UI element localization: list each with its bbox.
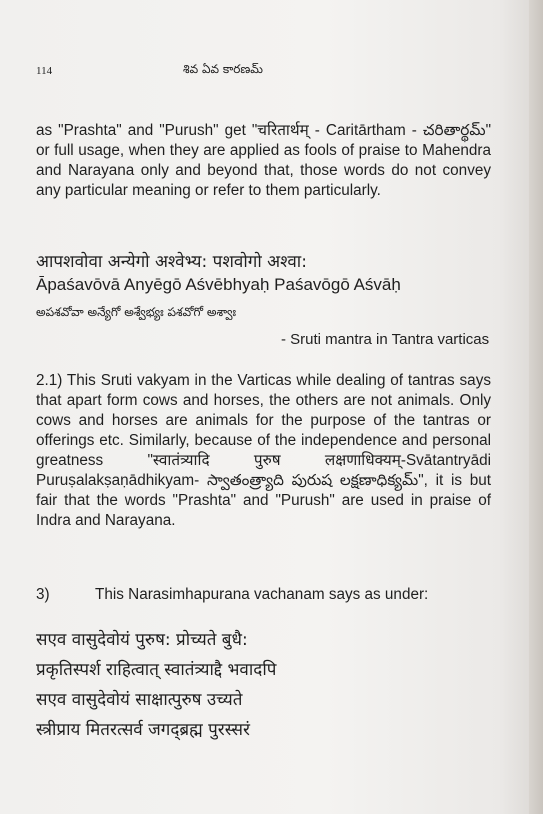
paragraph-2: 2.1) This Sruti vakyam in the Varticas while dealing of tantras says that apart form cows and horses, the others are not animals. Only cows and horses are animals for the purpose of the tantras or offerings etc. Similarly, because of the independence and personal greatness "स्वातंत्र्यादि पुरुष लक्षणाधिक्यम्-Svātantryādi Puruṣalakṣaṇādhikyam- స్వాతంత్ర్యాది పురుష లక్షణాధిక్యమ్", it is but fair that the words "Prashta" and "Purush" are used in praise of Indra and Narayana.	[36, 372, 491, 529]
paragraph-1: as "Prashta" and "Purush" get "चरितार्थम् - Caritārtham - చరితార్థమ్" or full usage, when they are applied as fools of praise to Mahendra and Narayana only and beyond that, those words do not convey any particular meaning or refer to them particularly.	[36, 122, 491, 199]
verse-line-3: सएव वासुदेवोयं साक्षात्पुरुष उच्यते	[36, 690, 243, 710]
verse-line-2: प्रकृतिस्पर्श राहित्वात् स्वातंत्र्याद्दै भवादपि	[36, 660, 277, 680]
page-edge	[529, 0, 543, 814]
mantra-transliteration: Āpaśavōvā Anyēgō Aśvēbhyaḥ Paśavōgō Aśvāḥ	[36, 275, 401, 294]
section-3-number: 3)	[36, 586, 50, 603]
verse-line-4: स्त्रीप्राय मितरत्सर्व जगद्ब्रह्म पुरस्सरं	[36, 720, 250, 740]
page-number: 114	[36, 65, 53, 77]
running-head: శివ ఏవ కారణమ్	[183, 62, 263, 76]
mantra-telugu: అపశవోవా అన్యేగో అశ్వేభ్యః పశవోగో అశ్వాః	[36, 305, 237, 319]
mantra-devanagari: आपशवोवा अन्येगो अश्वेभ्य: पशवोगो अश्वा:	[36, 252, 307, 272]
mantra-source: - Sruti mantra in Tantra varticas	[281, 331, 490, 348]
verse-line-1: सएव वासुदेवोयं पुरुष: प्रोच्यते बुधै:	[36, 630, 248, 650]
section-3-text: This Narasimhapurana vachanam says as under:	[95, 586, 429, 603]
